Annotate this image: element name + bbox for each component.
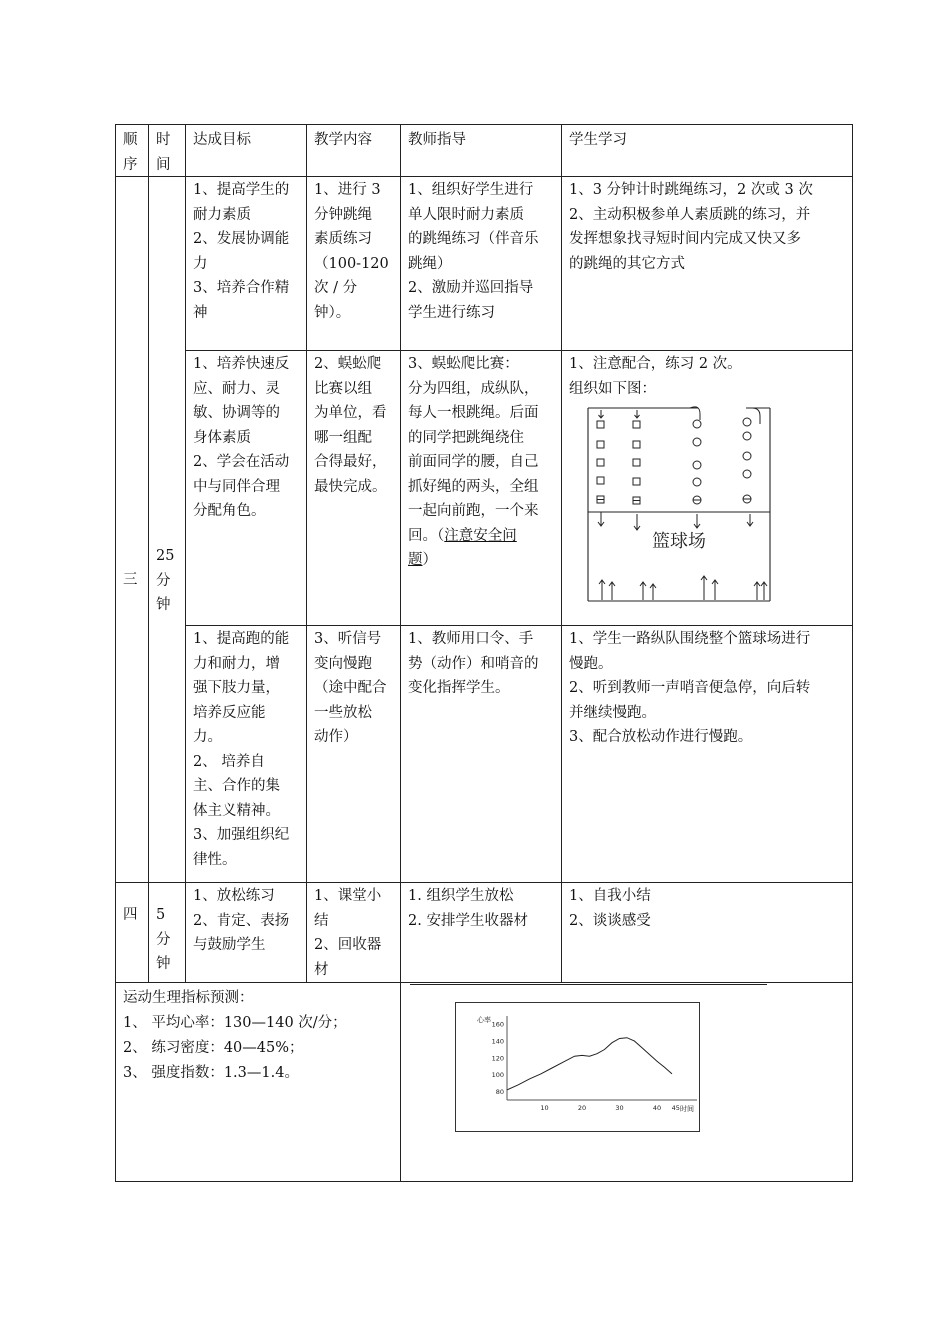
row3-content: 3、听信号 变向慢跑 （途中配合 一些放松 动作） (314, 631, 387, 745)
prediction-item: 2、 练习密度：40—45%； (123, 1040, 304, 1056)
prediction-item: 1、 平均心率：130—140 次/分； (123, 1015, 347, 1031)
row1-student: 1、3 分钟计时跳绳练习，2 次或 3 次 2、主动积极参单人素质跳的练习，并 发挥想象找寻短时间内完成又快又多 的跳绳的其它方式 (569, 182, 813, 272)
court-diagram (580, 404, 772, 604)
prediction-item: 3、 强度指数：1.3—1.4。 (123, 1065, 299, 1081)
x-axis-label: 时间 (680, 1105, 694, 1113)
row3-goal: 1、提高跑的能 力和耐力，增 强下肢力量， 培养反应能 力。 2、 培养自 主、合作的集 体主义精神。 3、加强组织纪 律性。 (193, 631, 290, 868)
section4-content: 1、课堂小 结 2、回收器 材 (314, 888, 382, 978)
header-student: 学生学习 (569, 132, 627, 148)
y-tick-label: 120 (491, 1054, 504, 1063)
y-axis-label: 心率 (477, 1016, 491, 1024)
y-tick-label: 140 (491, 1037, 504, 1046)
x-tick-label: 30 (615, 1104, 624, 1112)
prediction-text (117, 984, 400, 1088)
row2-teacher: 3、蜈蚣爬比赛： 分为四组，成纵队， 每人一根跳绳。后面 的同学把跳绳绕住 前面同学的腰，自己 抓好绳的两头，全组 一起向前跑，一个来 回。（注意安全问 题） (408, 356, 539, 568)
row1-goal: 1、提高学生的 耐力素质 2、发展协调能 力 3、培养合作精 神 (193, 182, 290, 321)
section3-time: 25 分 钟 (156, 548, 175, 613)
court-label: 篮球场 (652, 531, 706, 552)
section3-order: 三 (123, 572, 138, 588)
x-tick-label: 20 (577, 1104, 587, 1112)
row1-content: 1、进行 3 分钟跳绳 素质练习 （100-120 次 / 分 钟）。 (314, 182, 389, 321)
x-tick-label: 10 (540, 1104, 549, 1112)
section4-goal: 1、放松练习 2、肯定、表扬 与鼓励学生 (193, 888, 290, 953)
direction-arrows (598, 407, 767, 600)
section4-order: 四 (123, 907, 138, 923)
section4-student: 1、自我小结 2、谈谈感受 (569, 888, 651, 929)
y-tick-label: 80 (495, 1088, 504, 1097)
x-tick-label: 45 (671, 1104, 680, 1112)
row3-student: 1、学生一路纵队围绕整个篮球场进行 慢跑。 2、听到教师一声哨音便急停，向后转 并继续慢跑。 3、配合放松动作进行慢跑。 (569, 631, 811, 745)
row2-content: 2、蜈蚣爬 比赛以组 为单位，看 哪一组配 合得最好， 最快完成。 (314, 356, 387, 495)
row1-teacher: 1、组织好学生进行 单人限时耐力素质 的跳绳练习（伴音乐 跳绳） 2、激励并巡回指导 学生进行练习 (408, 182, 539, 321)
row2-student: 1、注意配合，练习 2 次。 组织如下图： (569, 356, 742, 397)
row3-teacher: 1、教师用口令、手 势（动作）和哨音的 变化指挥学生。 (408, 631, 539, 696)
y-tick-label: 160 (491, 1020, 504, 1029)
header-content: 教学内容 (314, 132, 372, 148)
heart-rate-chart (455, 1002, 700, 1132)
chart-top-rule (410, 984, 767, 985)
section4-time: 5 分 钟 (156, 907, 171, 972)
group-markers (597, 418, 751, 504)
row2-goal: 1、培养快速反 应、耐力、灵 敏、协调等的 身体素质 2、学会在活动 中与同伴合理 分配角色。 (193, 356, 290, 519)
header-time: 时 间 (156, 132, 171, 173)
prediction-title: 运动生理指标预测： (123, 990, 254, 1006)
header-order: 顺 序 (123, 132, 138, 173)
section4-teacher: 1. 组织学生放松 2. 安排学生收器材 (408, 888, 528, 929)
header-teacher: 教师指导 (408, 132, 466, 148)
x-tick-label: 40 (652, 1104, 662, 1112)
y-tick-label: 100 (491, 1071, 504, 1080)
header-goal: 达成目标 (193, 132, 251, 148)
